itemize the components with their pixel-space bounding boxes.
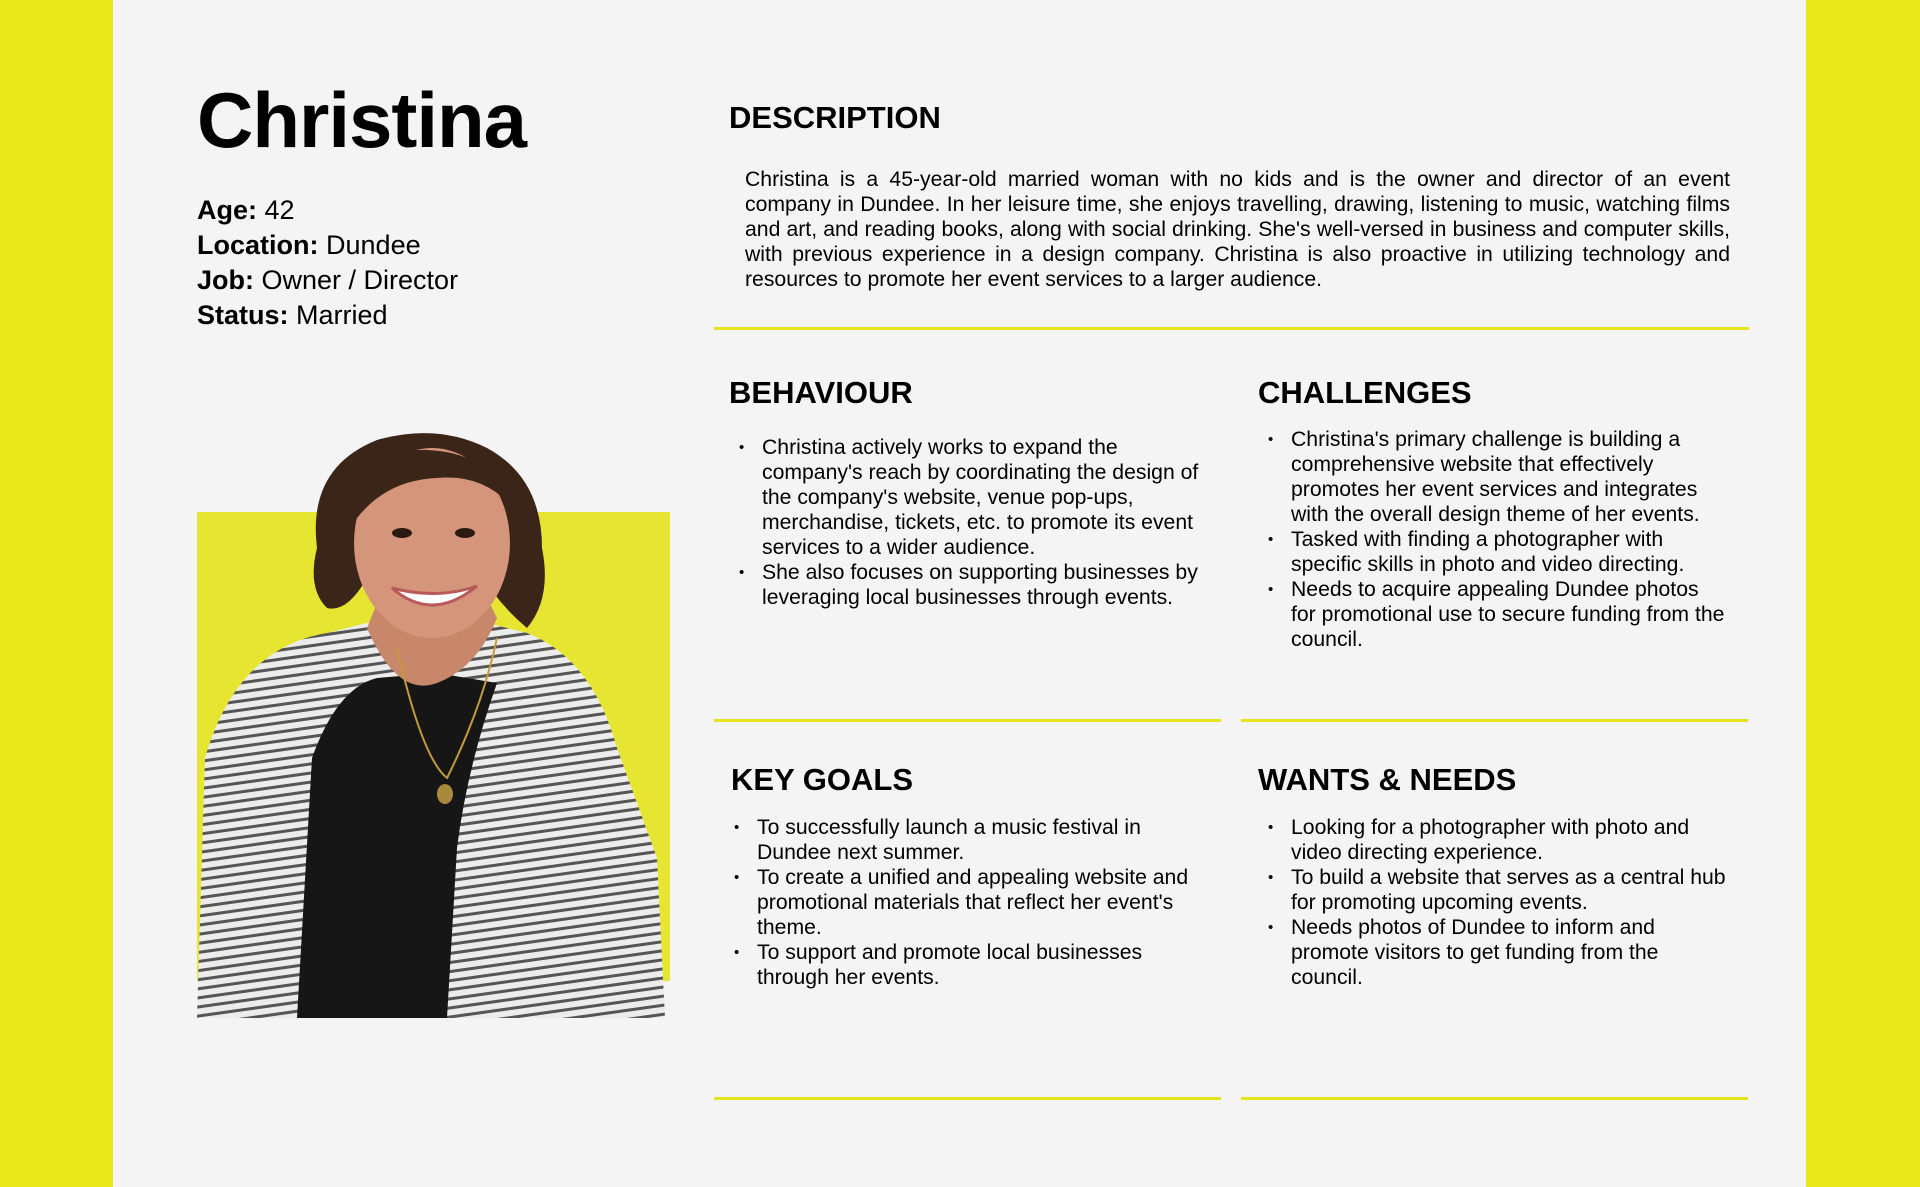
key-goals-list [724, 815, 1194, 990]
fact-location [197, 228, 458, 263]
description-title: DESCRIPTION [729, 100, 941, 135]
fact-job-value: Owner / Director [261, 265, 459, 295]
key-goals-title: KEY GOALS [731, 762, 914, 797]
list-item: • To build a website that serves as a central hub for promoting upcoming events. [1258, 865, 1728, 915]
behaviour-title: BEHAVIOUR [729, 375, 913, 410]
list-item: • Christina actively works to expand the company's reach by coordinating the design of the company's website, venue pop-ups, merchandise, tickets, etc. to promote its event services to a wider audience. [729, 435, 1199, 560]
behaviour-divider [714, 719, 1221, 722]
fact-status-label: Status: [197, 300, 289, 330]
fact-job [197, 263, 458, 298]
list-item: • To support and promote local businesses through her events. [724, 940, 1194, 990]
wants-needs-list [1258, 815, 1728, 990]
fact-age-value: 42 [264, 195, 295, 225]
persona-portrait-image [197, 428, 670, 1018]
list-item: • To create a unified and appealing website and promotional materials that reflect her event's theme. [724, 865, 1194, 940]
key-goals-divider [714, 1097, 1221, 1100]
fact-status-value: Married [296, 300, 388, 330]
challenges-title: CHALLENGES [1258, 375, 1472, 410]
list-item: • Needs to acquire appealing Dundee photos for promotional use to secure funding from the council. [1258, 577, 1728, 652]
fact-location-label: Location: [197, 230, 319, 260]
list-item: • Tasked with finding a photographer with specific skills in photo and video directing. [1258, 527, 1728, 577]
fact-age-label: Age: [197, 195, 257, 225]
list-item: • Needs photos of Dundee to inform and promote visitors to get funding from the council. [1258, 915, 1728, 990]
persona-photo [197, 428, 670, 1018]
fact-location-value: Dundee [326, 230, 421, 260]
list-item: • To successfully launch a music festival in Dundee next summer. [724, 815, 1194, 865]
fact-status [197, 298, 458, 333]
persona-card [113, 0, 1806, 1187]
wants-needs-divider [1241, 1097, 1748, 1100]
challenges-divider [1241, 719, 1748, 722]
list-item: • Looking for a photographer with photo and video directing experience. [1258, 815, 1728, 865]
fact-job-label: Job: [197, 265, 254, 295]
challenges-list [1258, 427, 1728, 652]
persona-name: Christina [197, 76, 527, 164]
fact-age [197, 193, 458, 228]
description-text: Christina is a 45-year-old married woman with no kids and is the owner and director of an event company in Dundee. In her leisure time, she enjoys travelling, drawing, listening to music, watching films and art, and reading books, along with social drinking. She's well-versed in business and computer skills, with previous experience in a design company. Christina is also proactive in utilizing technology and resources to promote her event services to a larger audience. [745, 168, 1730, 291]
wants-needs-title: WANTS & NEEDS [1258, 762, 1517, 797]
behaviour-list [729, 435, 1199, 610]
persona-facts [197, 193, 458, 333]
list-item: • She also focuses on supporting businesses by leveraging local businesses through events. [729, 560, 1199, 610]
description-divider [714, 327, 1749, 330]
list-item: • Christina's primary challenge is building a comprehensive website that effectively promotes her event services and integrates with the overall design theme of her events. [1258, 427, 1728, 527]
